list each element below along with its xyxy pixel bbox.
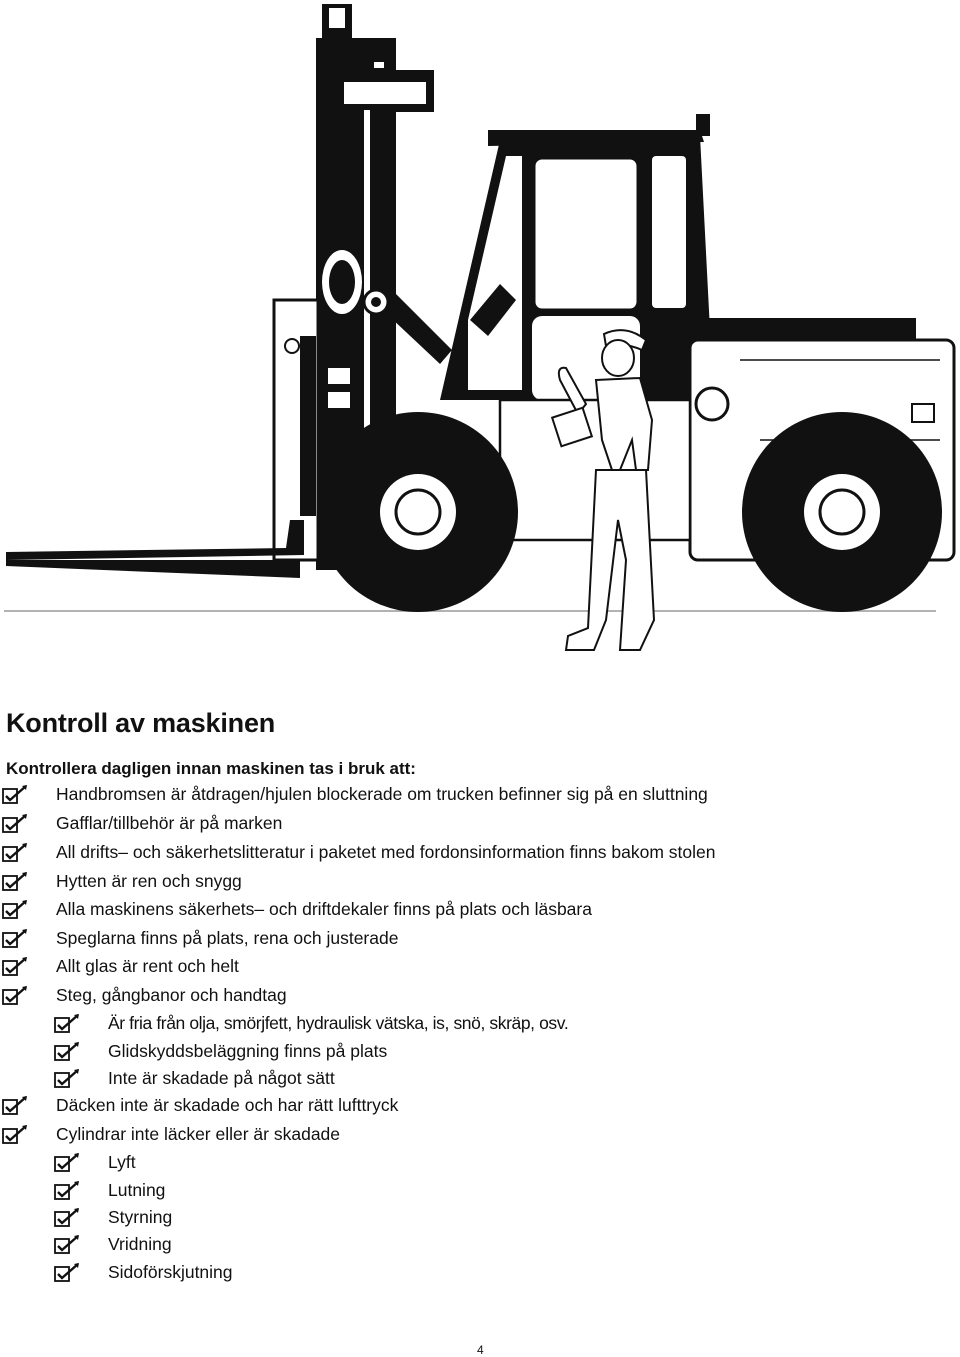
checkbox-check-icon — [54, 1068, 80, 1088]
fork — [6, 520, 304, 560]
checklist-item-label: Speglarna finns på plats, rena och justerade — [56, 928, 399, 948]
checklist-item-label: Lutning — [108, 1180, 166, 1200]
checklist-item-label: Är fria från olja, smörjfett, hydraulisk vätska, is, snö, skräp, osv. — [108, 1013, 569, 1033]
checklist-item-label: Lyft — [108, 1152, 136, 1172]
cab — [440, 114, 710, 400]
checklist-intro: Kontrollera dagligen innan maskinen tas i bruk att: — [6, 759, 416, 778]
checkbox-check-icon — [54, 1180, 80, 1200]
checklist-item-label: Glidskyddsbeläggning finns på plats — [108, 1041, 388, 1061]
checklist-item-label: Alla maskinens säkerhets– och driftdekaler finns på plats och läsbara — [56, 899, 592, 919]
checkbox-check-icon — [2, 1095, 28, 1115]
page-title: Kontroll av maskinen — [6, 708, 276, 738]
checklist-item-label: Steg, gångbanor och handtag — [56, 985, 287, 1005]
checkbox-check-icon — [2, 928, 28, 948]
checklist-item-label: Sidoförskjutning — [108, 1262, 233, 1282]
rear-wheel — [742, 412, 942, 612]
checklist-item-label: Inte är skadade på något sätt — [108, 1068, 335, 1088]
checklist-item-label: Allt glas är rent och helt — [56, 956, 239, 976]
checklist-item-label: Handbromsen är åtdragen/hjulen blockerade om trucken befinner sig på en sluttning — [56, 784, 708, 804]
checkbox-check-icon — [2, 784, 28, 804]
checklist-item-label: All drifts– och säkerhetslitteratur i paketet med fordonsinformation finns bakom stolen — [56, 842, 716, 862]
checkbox-check-icon — [2, 842, 28, 862]
checkbox-check-icon — [2, 1124, 28, 1144]
checkbox-check-icon — [2, 813, 28, 833]
checklist-item-label: Cylindrar inte läcker eller är skadade — [56, 1124, 341, 1144]
page-number: 4 — [477, 1343, 484, 1357]
checklist-item-label: Styrning — [108, 1207, 173, 1227]
checkbox-check-icon — [54, 1013, 80, 1033]
checkbox-check-icon — [54, 1234, 80, 1254]
checklist-item-label: Gafflar/tillbehör är på marken — [56, 813, 283, 833]
checkbox-check-icon — [54, 1207, 80, 1227]
checkbox-check-icon — [2, 956, 28, 976]
checkbox-check-icon — [2, 871, 28, 891]
checkbox-check-icon — [2, 899, 28, 919]
checklist-item-label: Vridning — [108, 1234, 172, 1254]
checklist-item-label: Hytten är ren och snygg — [56, 871, 242, 891]
checkbox-check-icon — [54, 1041, 80, 1061]
checkbox-check-icon — [54, 1152, 80, 1172]
checklist-item-label: Däcken inte är skadade och har rätt lufttryck — [56, 1095, 399, 1115]
checkbox-check-icon — [2, 985, 28, 1005]
front-wheel — [318, 412, 518, 612]
checkbox-check-icon — [54, 1262, 80, 1282]
